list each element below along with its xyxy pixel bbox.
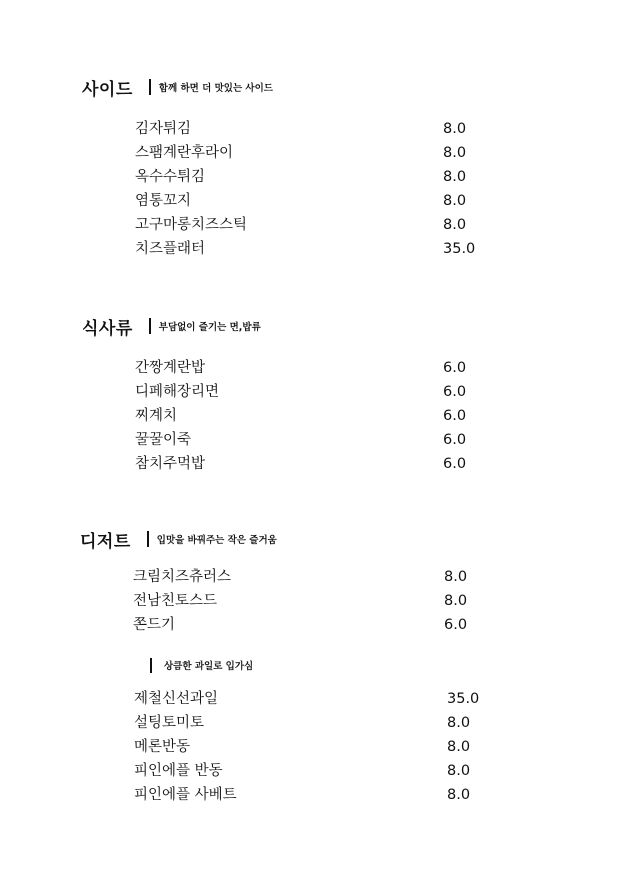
divider-bar (150, 658, 152, 673)
menu-item (134, 711, 494, 735)
menu-item (135, 117, 495, 141)
item-name: 옥수수튀김 (135, 169, 206, 185)
item-price: 8.0 (443, 145, 467, 161)
sub-section-header (150, 656, 253, 674)
item-price: 6.0 (443, 456, 467, 472)
menu-item (134, 735, 494, 759)
item-name: 꿀꿀이죽 (135, 432, 192, 448)
item-price: 6.0 (444, 617, 468, 633)
item-price: 8.0 (447, 763, 471, 779)
item-price: 8.0 (447, 787, 471, 803)
item-name: 염통꼬지 (135, 193, 192, 209)
item-price: 6.0 (443, 384, 467, 400)
menu-item (133, 589, 493, 613)
item-price: 8.0 (443, 217, 467, 233)
item-price: 35.0 (443, 241, 476, 257)
menu-item (135, 237, 495, 261)
section-title: 사이드 (82, 79, 133, 100)
item-price: 8.0 (443, 169, 467, 185)
item-name: 메론반동 (134, 739, 191, 755)
menu-item (135, 189, 495, 213)
menu-item (133, 565, 493, 589)
item-price: 8.0 (447, 739, 471, 755)
item-price: 35.0 (447, 691, 480, 707)
item-name: 디페해장리면 (135, 384, 220, 400)
menu-item (134, 783, 494, 807)
item-price: 8.0 (447, 715, 471, 731)
item-name: 찌계치 (135, 408, 178, 424)
item-price: 6.0 (443, 408, 467, 424)
item-name: 스팸계란후라이 (135, 145, 234, 161)
section-subtitle: 부담없이 즐기는 면,밥류 (158, 322, 261, 333)
section-header (82, 315, 261, 337)
menu-item (133, 613, 493, 637)
section-header (80, 528, 277, 550)
section-subtitle: 함께 하면 더 맛있는 사이드 (158, 83, 273, 94)
divider-bar (149, 318, 151, 334)
item-price: 8.0 (443, 121, 467, 137)
item-name: 피인에플 반동 (134, 763, 223, 779)
menu-item (135, 452, 495, 476)
menu-item (135, 141, 495, 165)
item-name: 피인에플 사베트 (134, 787, 237, 803)
divider-bar (147, 531, 149, 547)
item-name: 간짱계란밥 (135, 360, 206, 376)
menu-item (135, 380, 495, 404)
item-name: 쫀드기 (133, 617, 176, 633)
section-subtitle: 입맛을 바꿔주는 작은 즐거움 (156, 535, 277, 546)
menu-item (135, 428, 495, 452)
item-price: 8.0 (443, 193, 467, 209)
item-name: 전남친토스드 (133, 593, 218, 609)
section-title: 디저트 (80, 531, 131, 552)
menu-item (135, 404, 495, 428)
menu-item (135, 165, 495, 189)
item-price: 6.0 (443, 432, 467, 448)
divider-bar (149, 79, 151, 95)
item-price: 8.0 (444, 569, 468, 585)
menu-item (134, 759, 494, 783)
item-name: 참치주먹밥 (135, 456, 206, 472)
item-name: 크림치즈츄러스 (133, 569, 232, 585)
item-name: 치즈플래터 (135, 241, 206, 257)
menu-item (135, 213, 495, 237)
item-name: 김자튀김 (135, 121, 192, 137)
menu-item (135, 356, 495, 380)
item-name: 제철신선과일 (134, 691, 219, 707)
section-title: 식사류 (82, 318, 133, 339)
item-name: 설팅토미토 (134, 715, 205, 731)
item-price: 6.0 (443, 360, 467, 376)
section-header (82, 76, 273, 98)
menu-item (134, 687, 494, 711)
item-price: 8.0 (444, 593, 468, 609)
item-name: 고구마롱치즈스틱 (135, 217, 248, 233)
sub-section-subtitle: 상큼한 과일로 입가심 (164, 661, 254, 672)
